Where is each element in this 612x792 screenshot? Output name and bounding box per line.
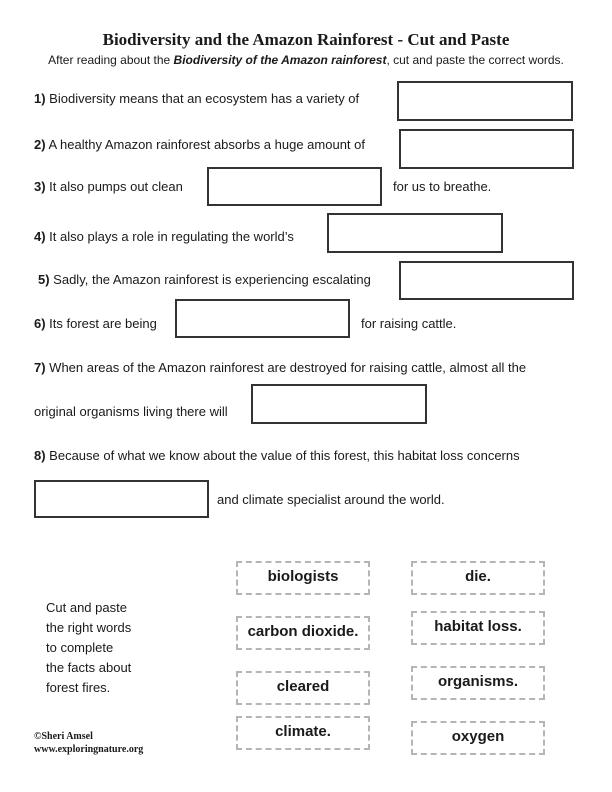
word-tile-organisms[interactable]: organisms. [411, 666, 545, 700]
question-number: 4) [34, 229, 46, 244]
question-7-line-2: original organisms living there will [34, 404, 228, 419]
word-tile-die[interactable]: die. [411, 561, 545, 595]
side-note-line: the right words [46, 620, 132, 635]
question-4 [34, 229, 294, 244]
question-8-continued: and climate specialist around the world. [217, 492, 445, 507]
answer-blank-2[interactable] [399, 129, 574, 169]
question-number: 2) [34, 137, 46, 152]
question-1 [34, 91, 359, 106]
side-note-line: Cut and paste [46, 600, 127, 615]
word-tile-carbon-dioxide[interactable]: carbon dioxide. [236, 616, 370, 650]
answer-blank-8[interactable] [34, 480, 209, 518]
word-tile-oxygen[interactable]: oxygen [411, 721, 545, 755]
question-text: It also pumps out clean [45, 179, 183, 194]
question-number: 6) [34, 316, 46, 331]
question-number: 1) [34, 91, 46, 106]
word-tile-climate[interactable]: climate. [236, 716, 370, 750]
answer-blank-4[interactable] [327, 213, 503, 253]
question-6-continued: for raising cattle. [361, 316, 457, 331]
question-text: Its forest are being [45, 316, 157, 331]
answer-blank-5[interactable] [399, 261, 574, 300]
question-text: It also plays a role in regulating the world’s [45, 229, 294, 244]
question-2 [34, 137, 365, 152]
question-7 [34, 360, 526, 375]
copyright-author: ©Sheri Amsel [34, 731, 93, 742]
word-tile-biologists[interactable]: biologists [236, 561, 370, 595]
question-number: 7) [34, 360, 46, 375]
question-5 [38, 272, 371, 287]
side-note-line: forest fires. [46, 680, 111, 695]
question-text: Sadly, the Amazon rainforest is experiencing escalating [49, 272, 371, 287]
instructions-emphasis: Biodiversity of the Amazon rainforest [173, 53, 387, 67]
question-number: 5) [38, 272, 50, 287]
question-number: 3) [34, 179, 46, 194]
answer-blank-6[interactable] [175, 299, 350, 338]
question-number: 8) [34, 448, 46, 463]
side-note-line: to complete [46, 640, 114, 655]
question-text: When areas of the Amazon rainforest are destroyed for raising cattle, almost all the [45, 360, 527, 375]
word-tile-cleared[interactable]: cleared [236, 671, 370, 705]
question-3-continued: for us to breathe. [393, 179, 492, 194]
instructions-after: , cut and paste the correct words. [386, 53, 564, 67]
answer-blank-1[interactable] [397, 81, 573, 121]
instructions-before: After reading about the [48, 53, 174, 67]
page-title: Biodiversity and the Amazon Rainforest - Cut and Paste [102, 30, 510, 49]
side-note [46, 598, 166, 698]
website-link: www.exploringnature.org [34, 744, 144, 755]
word-tile-habitat-loss[interactable]: habitat loss. [411, 611, 545, 645]
question-text: A healthy Amazon rainforest absorbs a huge amount of [45, 137, 365, 152]
side-note-line: the facts about [46, 660, 132, 675]
question-3 [34, 179, 183, 194]
question-8 [34, 448, 520, 463]
answer-blank-7[interactable] [251, 384, 427, 424]
copyright-credit [34, 730, 143, 756]
question-text: Biodiversity means that an ecosystem has a variety of [45, 91, 360, 106]
question-text: Because of what we know about the value of this forest, this habitat loss concerns [45, 448, 520, 463]
question-6 [34, 316, 157, 331]
instructions [0, 53, 612, 67]
answer-blank-3[interactable] [207, 167, 382, 206]
